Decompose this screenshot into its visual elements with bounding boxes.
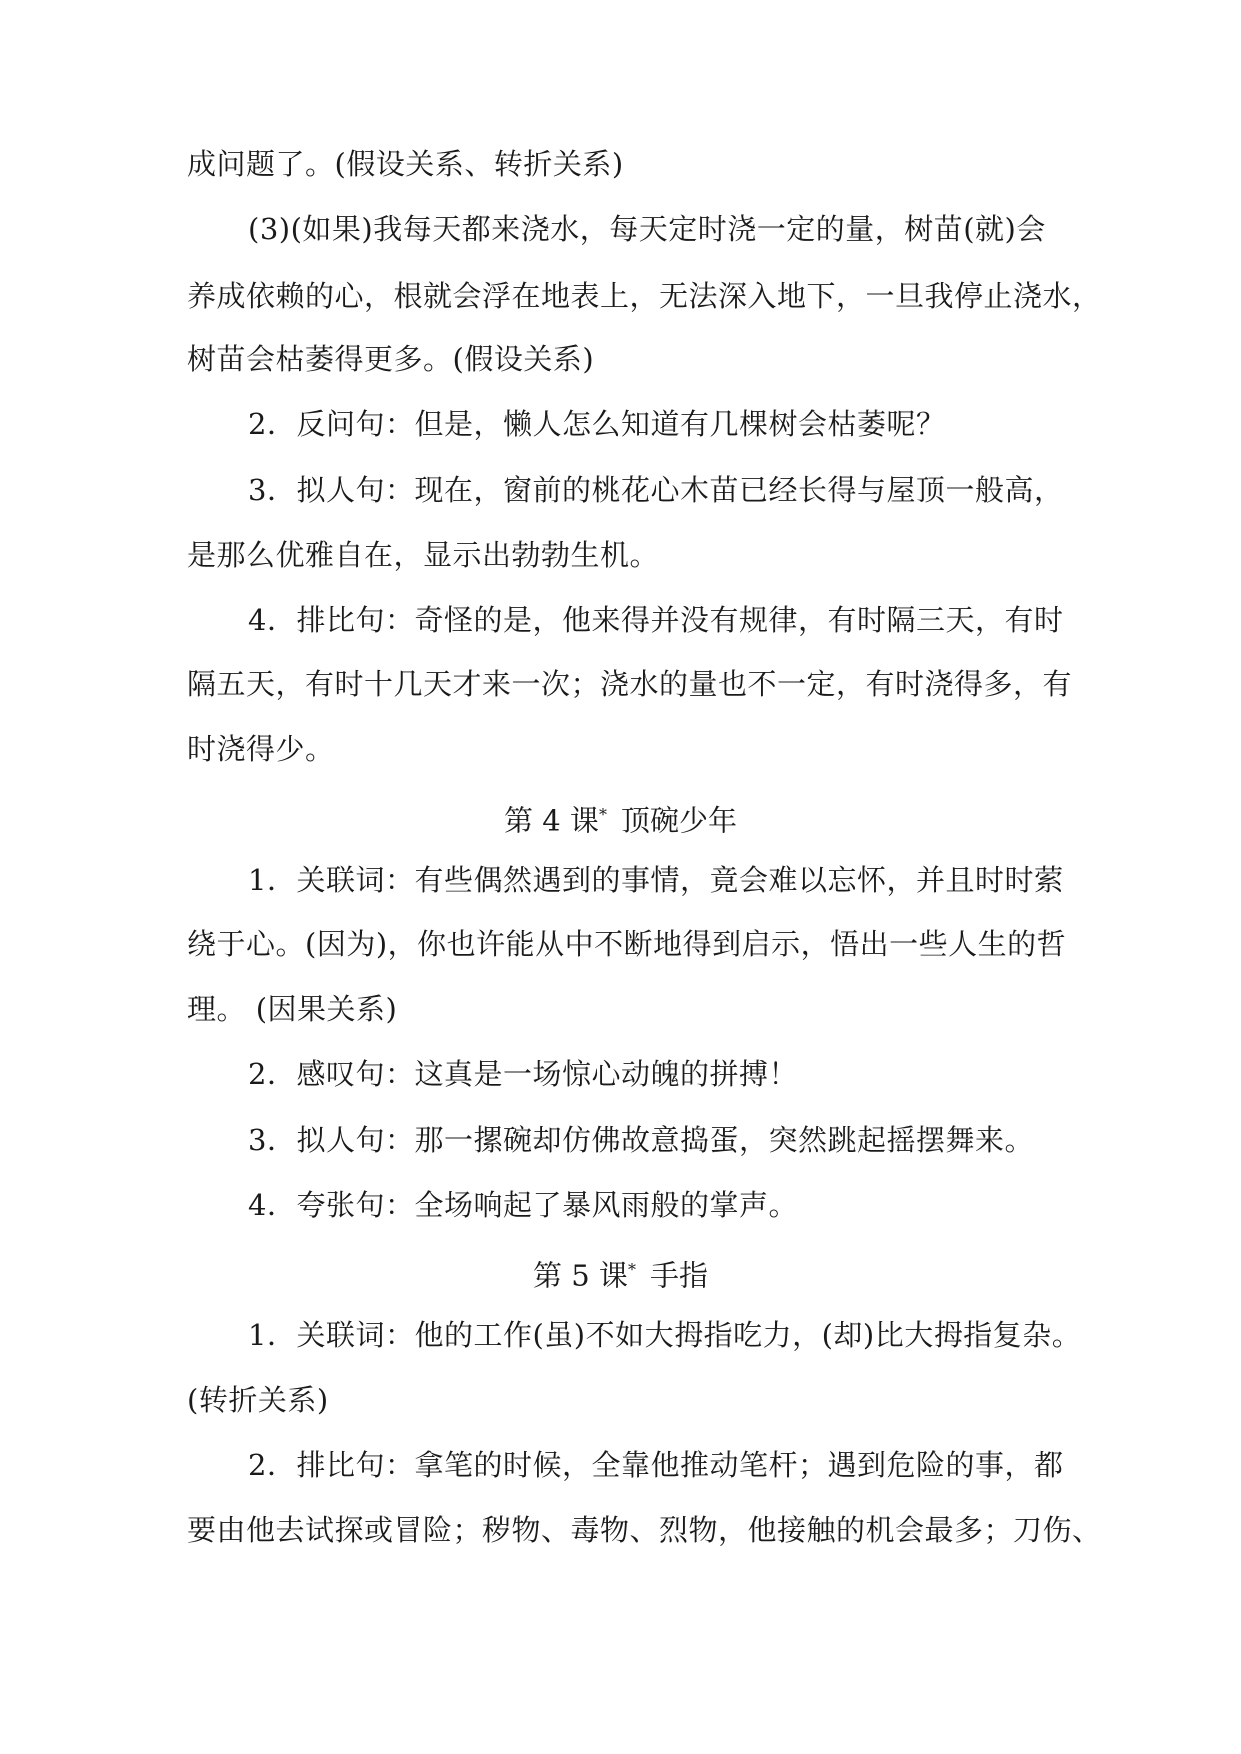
text-line: 是那么优雅自在，显示出勃勃生机。 — [187, 538, 660, 572]
text-line: 养成依赖的心，根就会浮在地表上，无法深入地下，一旦我停止浇水， — [187, 279, 1102, 313]
text-line: 2．感叹句：这真是一场惊心动魄的拼搏！ — [248, 1057, 798, 1091]
text-line: 1．关联词：有些偶然遇到的事情，竟会难以忘怀，并且时时萦 — [248, 863, 1064, 897]
text-line: 3．拟人句：现在，窗前的桃花心木苗已经长得与屋顶一般高， — [248, 473, 1064, 507]
lesson-title: 顶碗少年 — [620, 803, 737, 838]
text-line: (转折关系) — [187, 1383, 329, 1417]
text-line: 2．反问句：但是，懒人怎么知道有几棵树会枯萎呢？ — [248, 407, 946, 441]
text-line: 要由他去试探或冒险；秽物、毒物、烈物，他接触的机会最多；刀伤、 — [187, 1513, 1102, 1547]
text-line: 时浇得少。 — [187, 732, 335, 766]
text-line: 树苗会枯萎得更多。(假设关系) — [187, 342, 595, 376]
lesson-heading — [0, 795, 1241, 841]
text-line: 4．夸张句：全场响起了暴风雨般的掌声。 — [248, 1188, 798, 1222]
text-line: 3．拟人句：那一摞碗却仿佛故意捣蛋，突然跳起摇摆舞来。 — [248, 1123, 1034, 1157]
text-line: 4．排比句：奇怪的是，他来得并没有规律，有时隔三天，有时 — [248, 603, 1064, 637]
lesson-heading — [0, 1250, 1241, 1296]
text-line: 绕于心。(因为)，你也许能从中不断地得到启示，悟出一些人生的哲 — [187, 927, 1067, 961]
lesson-number: 第 4 课 — [504, 803, 599, 838]
text-line: 2．排比句：拿笔的时候，全靠他推动笔杆；遇到危险的事，都 — [248, 1448, 1064, 1482]
text-line: (3)(如果)我每天都来浇水，每天定时浇一定的量，树苗(就)会 — [248, 212, 1046, 246]
lesson-number: 第 5 课 — [533, 1258, 628, 1293]
text-line: 1．关联词：他的工作(虽)不如大拇指吃力，(却)比大拇指复杂。 — [248, 1318, 1082, 1352]
text-line: 理。 (因果关系) — [187, 992, 398, 1026]
asterisk-mark: * — [627, 1260, 636, 1279]
text-line: 成问题了。(假设关系、转折关系) — [187, 147, 624, 181]
lesson-title: 手指 — [649, 1258, 708, 1293]
asterisk-mark: * — [598, 805, 607, 824]
text-line: 隔五天，有时十几天才来一次；浇水的量也不一定，有时浇得多，有 — [187, 667, 1073, 701]
